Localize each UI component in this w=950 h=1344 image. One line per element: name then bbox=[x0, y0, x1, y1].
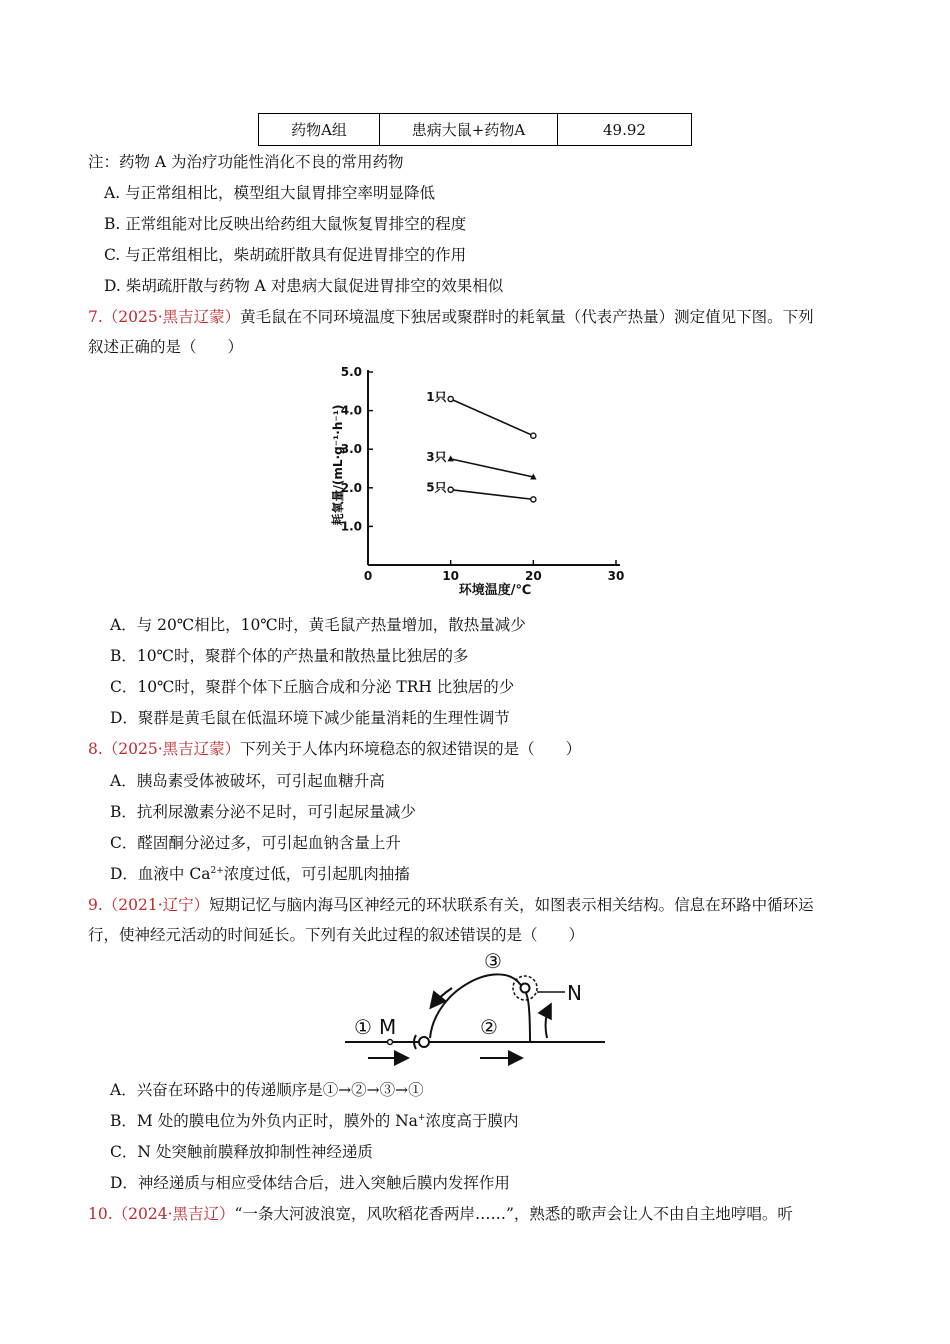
data-point bbox=[447, 455, 453, 461]
point-m-marker bbox=[388, 1040, 393, 1045]
q9-option-d: D．神经递质与相应受体结合后，进入突触后膜内发挥作用 bbox=[110, 1174, 510, 1192]
x-tick-label: 30 bbox=[607, 569, 625, 583]
series-label: 1只 bbox=[426, 390, 447, 405]
table-cell-value: 49.92 bbox=[558, 114, 692, 146]
q7-option-d: D．聚群是黄毛鼠在低温环境下减少能量消耗的生理性调节 bbox=[110, 709, 510, 727]
q9-number: 9. bbox=[88, 896, 103, 914]
q7-stem-line2: 叙述正确的是（ ） bbox=[88, 338, 244, 356]
y-tick-label: 3.0 bbox=[340, 442, 362, 457]
series-line bbox=[451, 399, 534, 436]
q9-option-b-prefix: B．M 处的膜电位为外负内正时，膜外的 Na bbox=[110, 1112, 418, 1130]
y-tick-label: 4.0 bbox=[340, 403, 362, 418]
q8-stem-text: 下列关于人体内环境稳态的叙述错误的是（ ） bbox=[240, 740, 582, 758]
neuron-loop-diagram bbox=[340, 948, 610, 1066]
q8-option-d bbox=[110, 862, 410, 884]
q9-option-b-superscript: + bbox=[417, 1112, 426, 1123]
q8-option-d-superscript: 2+ bbox=[210, 865, 224, 876]
q10-stem bbox=[88, 1202, 793, 1224]
q8-source: （2025·黑吉辽蒙） bbox=[102, 740, 241, 758]
table-cell-treatment: 患病大鼠+药物A bbox=[380, 114, 558, 146]
q9-source: （2021·辽宁） bbox=[102, 896, 210, 914]
table-row bbox=[259, 114, 692, 146]
y-tick-label: 2.0 bbox=[340, 480, 362, 495]
q7-option-b: B．10℃时，聚群个体的产热量和散热量比独居的多 bbox=[110, 647, 469, 665]
q9-stem-text: 短期记忆与脑内海马区神经元的环状联系有关，如图表示相关结构。信息在环路中循环运 bbox=[209, 896, 814, 914]
q9-option-b-suffix: 浓度高于膜内 bbox=[425, 1112, 519, 1130]
label-2: ② bbox=[480, 1015, 498, 1039]
series-line bbox=[451, 459, 534, 477]
series-label: 5只 bbox=[426, 480, 447, 495]
q10-source: （2024·黑吉辽） bbox=[112, 1205, 235, 1223]
q8-option-c: C．醛固酮分泌过多，可引起血钠含量上升 bbox=[110, 834, 401, 852]
results-table bbox=[258, 113, 692, 146]
x-tick-label: 10 bbox=[442, 569, 460, 583]
y-tick-label: 5.0 bbox=[340, 365, 362, 379]
q9-stem-line2: 行，使神经元活动的时间延长。下列有关此过程的叙述错误的是（ ） bbox=[88, 926, 585, 944]
neuron-body-icon bbox=[419, 1037, 429, 1047]
q6-option-c: C. 与正常组相比，柴胡疏肝散具有促进胃排空的作用 bbox=[104, 246, 467, 264]
q6-option-a: A. 与正常组相比，模型组大鼠胃排空率明显降低 bbox=[104, 184, 436, 202]
label-n: N bbox=[567, 981, 582, 1005]
data-point bbox=[448, 487, 453, 492]
x-axis-label: 环境温度/℃ bbox=[458, 583, 532, 598]
y-tick-label: 1.0 bbox=[340, 519, 362, 534]
q6-option-d: D. 柴胡疏肝散与药物 A 对患病大鼠促进胃排空的效果相似 bbox=[104, 277, 504, 295]
label-1: ① bbox=[354, 1015, 372, 1039]
data-point bbox=[448, 396, 453, 401]
label-m: M bbox=[379, 1015, 397, 1039]
data-point bbox=[531, 497, 536, 502]
x-tick-label: 20 bbox=[524, 569, 542, 583]
q8-option-d-suffix: 浓度过低，可引起肌肉抽搐 bbox=[223, 865, 410, 883]
arrow-up-icon bbox=[546, 1006, 550, 1038]
table-cell-group: 药物A组 bbox=[259, 114, 380, 146]
q7-stem-line1 bbox=[88, 305, 814, 327]
q10-stem-text: “一条大河波浪宽，风吹稻花香两岸……”，熟悉的歌声会让人不由自主地哼唱。听 bbox=[234, 1205, 793, 1223]
q7-source: （2025·黑吉辽蒙） bbox=[102, 308, 241, 326]
q8-option-b: B．抗利尿激素分泌不足时，可引起尿量减少 bbox=[110, 803, 416, 821]
q8-option-a: A．胰岛素受体被破坏，可引起血糖升高 bbox=[110, 772, 385, 790]
q8-stem bbox=[88, 737, 581, 759]
q6-option-b: B. 正常组能对比反映出给药组大鼠恢复胃排空的程度 bbox=[104, 215, 467, 233]
oxygen-consumption-chart bbox=[320, 360, 640, 600]
y-axis-label: 耗氧量/(mL·g⁻¹·h⁻¹) bbox=[331, 404, 345, 526]
q10-number: 10. bbox=[88, 1205, 113, 1223]
label-3: ③ bbox=[484, 949, 502, 973]
q9-option-b bbox=[110, 1109, 518, 1131]
data-point bbox=[531, 433, 536, 438]
synapse-n-icon bbox=[521, 984, 530, 993]
q7-option-a: A．与 20℃相比，10℃时，黄毛鼠产热量增加，散热量减少 bbox=[110, 616, 526, 634]
q8-option-d-prefix: D．血液中 Ca bbox=[110, 865, 211, 883]
q7-number: 7. bbox=[88, 308, 103, 326]
q9-option-a: A．兴奋在环路中的传递顺序是①→②→③→① bbox=[110, 1081, 424, 1099]
series-line bbox=[451, 490, 534, 500]
series-label: 3只 bbox=[426, 449, 447, 464]
table-note: 注：药物 A 为治疗功能性消化不良的常用药物 bbox=[88, 153, 404, 171]
q7-option-c: C．10℃时，聚群个体下丘脑合成和分泌 TRH 比独居的少 bbox=[110, 678, 515, 696]
x-tick-label: 0 bbox=[363, 569, 373, 583]
q9-option-c: C．N 处突触前膜释放抑制性神经递质 bbox=[110, 1143, 373, 1161]
q8-number: 8. bbox=[88, 740, 103, 758]
q7-stem-text: 黄毛鼠在不同环境温度下独居或聚群时的耗氧量（代表产热量）测定值见下图。下列 bbox=[240, 308, 814, 326]
q9-stem-line1 bbox=[88, 893, 814, 915]
